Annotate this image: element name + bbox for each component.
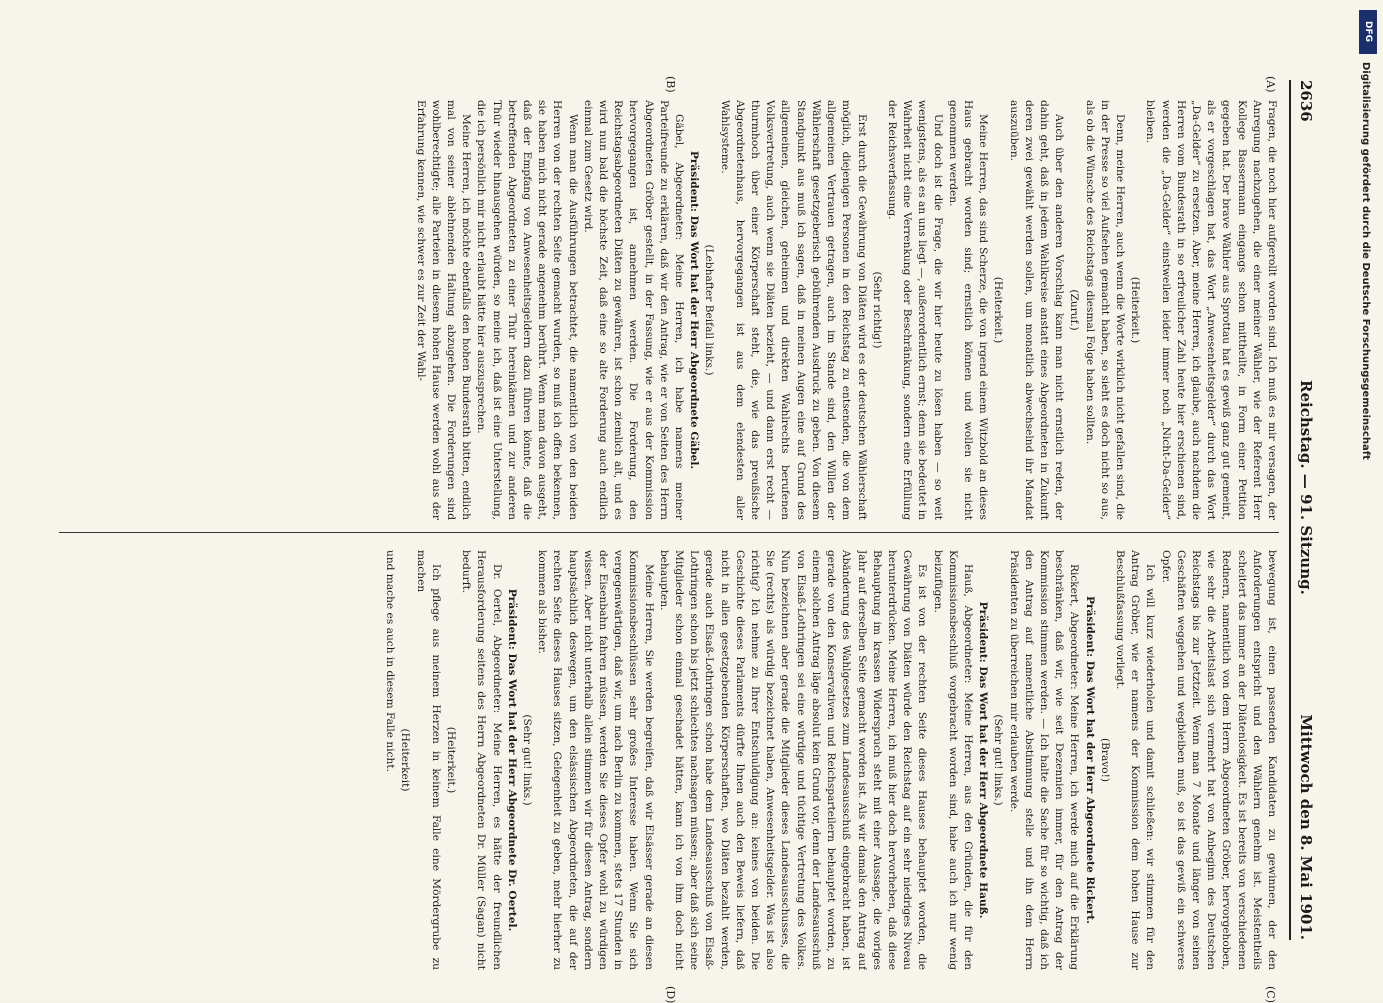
right-column: [59, 550, 1279, 970]
paragraph: Ich pflege aus meinem Herzen in keinem Falle eine Mördergrube zu machen: [414, 550, 442, 970]
paragraph: bewegung ist, einen passenden Kandidaten zu gewinnen, der den Anforderungen entspricht und den Wählern genehm ist. Meistentheils scheitert das immer an der Diätenlosigkeit. Es ist bereits von verschiedenen Rednern, namentlich von dem Herrn Abgeordneten Gröber, hervorgehoben, wie sehr die Arbeitslast sich vermehrt hat von Anbeginn des Deutschen Reichstags bis zur Jetztzeit. Wenn man 7 Monate und länger von seinen Geschäften weggehen und wegbleiben muß, so ist das gewiß ein schweres Opfer.: [1159, 550, 1278, 970]
paragraph: Ich will kurz wiederholen und damit schließen: wir stimmen für den Antrag Gröber, wie er namens der Kommission dem hohen Hause zur Beschlußfassung vorliegt.: [1113, 550, 1157, 970]
margin-marker-c: (C): [1264, 986, 1277, 1003]
left-column: [59, 100, 1279, 520]
paragraph: Meine Herren, ich möchte ebenfalls den hohen Bundesrath bitten, endlich mal von seiner ablehnenden Haltung abzugehen. Die Forderungen sind wohlberechtigte; alle Parteien in diesem hohen Hause werden wohl aus der Erfahrung kennen, wie schwer es zur Zeit der Wahl-: [414, 100, 473, 520]
page-header: [1289, 80, 1325, 940]
paragraph: Denn, meine Herren, auch wenn die Worte wirklich nicht gefallen sind, die in der Presse so viel Aufsehen gemacht haben, so sieht es doch nicht so aus, als ob die Wünsche des Reichstags diesmal Folge haben sollten.: [1083, 100, 1126, 520]
margin-marker-b: (B): [664, 76, 677, 93]
president-line: Präsident: Das Wort hat der Herr Abgeordnete Hauß.: [977, 601, 990, 919]
interjection: (Heiterkeit.): [445, 726, 458, 794]
paragraph: Wenn man die Ausführungen betrachtet, die namentlich von den beiden Herren von der rechten Seite gemacht wurden, so muß ich offen bekennen, sie haben mich nicht gerade angenehm berührt. Wenn man davon ausgeht, daß der Empfang von Anwesenheitsgeldern dazu führen könnte, daß die betreffenden Abgeordneten zu einer Thür hereinkämen und zur anderen Thür wieder hinausgehen würden, so meine ich, daß ist eine Unterstellung, die ich persönlich mir nicht erlaubt hätte hier auszusprechen.: [475, 100, 579, 520]
paragraph: und mache es auch in diesem Falle nicht.: [384, 550, 397, 772]
president-line: Präsident: Das Wort hat der Herr Abgeordnete Dr. Oertel.: [505, 588, 518, 932]
interjection: (Lebhafter Beifall links.): [703, 244, 716, 376]
interjection: (Heiterkeit.): [992, 276, 1005, 344]
interjection: (Heiterkeit.): [1129, 276, 1142, 344]
paragraph: Und doch ist die Frage, die wir hier heute zu lösen haben — so weit wenigstens, als es an uns liegt —, außerordentlich ernst; denn sie bedeutet in Wahrheit nicht eine Verrenkung oder Beschränkung, sondern eine Erfüllung der Reichsverfassung.: [885, 100, 944, 520]
paragraph: Dr. Oertel, Abgeordneter: Meine Herren, es hätte der freundlichen Herausforderung seitens des Herrn Abgeordneten Dr. Müller (Sagan) nicht bedurft.: [460, 550, 503, 970]
paragraph: Meine Herren, das sind Scherze, die von irgend einem Witzbold an dieses Haus gebracht worden sind; ernstlich können und wollen sie nicht genommen werden.: [946, 100, 990, 520]
paragraph: Fragen, die noch hier aufgerollt worden sind. Ich muß es mir versagen, der Anregung nachzugehen, die einer meiner Wähler, wie der Referent Herr Kollege Bassermann eingangs schon mittheilte, in Form einer Petition gegeben hat. Der brave Wähler aus Sprottau hat es gewiß ganz gut gemeint, als er vorgeschlagen hat, das Wort „Anwesenheitsgelder“ durch das Wort „Da-Gelder“ zu ersetzen. Aber, meine Herren, ich glaube, auch nachdem die Herren vom Bundesrath in so erfreulicher Zahl heute hier erschienen sind, werden die „Da-Gelder“ einstweilen leider immer noch „Nicht-Da-Gelder“ bleiben.: [1144, 100, 1278, 520]
interjection: (Zuruf.): [1068, 289, 1081, 331]
paragraph: Es ist von der rechten Seite dieses Hauses behauptet worden, die Gewährung von Diäten würde den Reichstag auf ein sehr niedriges Niveau herunterdrücken. Meine Herren, ich muß hier doch hervorheben, daß diese Behauptung im krassen Widerspruch steht mit einer Aussage, die voriges Jahr auf derselben Seite gemacht worden ist. Als wir damals den Antrag auf Abänderung des Wahlgesetzes zum Landesausschuß eingebracht haben, ist gerade von den Konservativen und Reichsparteilern behauptet worden, zu einem solchen Antrag läge absolut kein Grund vor, denn der Landesausschuß von Elsaß-Lothringen sei eine würdige und tüchtige Vertretung des Volkes. Nun bezeichnen aber gerade die Mitglieder dieses Landesausschusses, die Sie (rechts) als würdig bezeichnet haben, Anwesenheitsgelder. Was ist also richtig? Ich nehme zu Ihrer Entschuldigung an: keines von beiden. Die Geschichte dieses Parlaments dürfte Ihnen auch den Beweis liefern, daß nicht in allen gesetzgebenden Körperschaften, wo Diäten bezahlt werden, gerade auch Elsaß-Lothringen schon habe dem Landesausschuß von Elsaß-Lothringen schon bis jetzt schlechtes nachsagen müssen; aber daß sich seine Mitglieder schon einmal geschadet hätten, kann ich von ihm doch nicht behaupten.: [657, 550, 929, 970]
paragraph: Auch über den anderen Vorschlag kann man nicht ernstlich reden, der dahin geht, daß in jedem Wahlkreise anstatt eines Abgeordneten in Zukunft deren zwei gewählt werden sollen, um monatlich abwechselnd ihr Mandat auszuüben.: [1007, 100, 1066, 520]
interjection: (Sehr gut! links.): [521, 714, 534, 806]
interjection: (Sehr gut! links.): [992, 714, 1005, 806]
dfg-logo: DFG: [1359, 10, 1377, 54]
dfg-credit-text: Digitalisierung gefördert durch die Deutsche Forschungsgemeinschaft: [1360, 62, 1371, 460]
margin-marker-d: (D): [664, 986, 677, 1003]
paragraph: Rickert, Abgeordneter: Meine Herren, ich werde mich auf die Erklärung beschränken, daß wir, wie seit Dezennien immer, für den Antrag der Kommission stimmen werden. — Ich halte die Sache für so wichtig, daß ich den Antrag auf namentliche Abstimmung stelle und ihn dem Herrn Präsidenten zu überreichen mir erlauben werde.: [1007, 550, 1081, 970]
paragraph: Hauß, Abgeordneter: Meine Herren, aus den Gründen, die für den Kommissionsbeschluß vorgebracht worden sind, habe auch ich nur wenig beizufügen.: [931, 550, 974, 970]
page-number: 2636: [1297, 80, 1315, 122]
president-line: Präsident: Das Wort hat der Herr Abgeordnete Gäbel.: [688, 150, 701, 470]
column-divider: [59, 532, 1279, 533]
dfg-credit-strip: [1357, 10, 1379, 990]
session-title: Reichstag. — 91. Sitzung.: [1297, 380, 1315, 595]
president-line: Präsident: Das Wort hat der Herr Abgeordnete Rickert.: [1083, 596, 1096, 924]
interjection: (Bravo!): [1098, 737, 1111, 783]
interjection: (Heiterkeit): [399, 728, 412, 792]
margin-marker-a: (A): [1264, 76, 1277, 93]
interjection: (Sehr richtig!): [870, 271, 883, 349]
session-date: Mittwoch den 8. Mai 1901.: [1297, 714, 1315, 940]
paragraph: Meine Herren, Sie werden begreifen, daß wir Elsässer gerade an diesen Kommissionsbeschlüssen sehr großes Interesse haben. Wenn Sie sich vergegenwärtigen, daß wir, um nach Berlin zu kommen, stets 17 Stunden in der Eisenbahn fahren müssen, werden Sie dieses Opfer wohl zu würdigen wissen. Aber nicht unterhalb allein stimmen wir für diesen Antrag, sondern hauptsächlich deswegen, um den elsässischen Abgeordneten, die auf der rechten Seite dieses Hauses sitzen, Gelegenheit zu geben, mehr hierher zu kommen als bisher.: [536, 550, 655, 970]
paragraph: Gäbel, Abgeordneter: Meine Herren, ich habe namens meiner Parteifreunde zu erklären, daß wir den Antrag, wie er von Seiten des Herrn Abgeordneten Gröber gestellt, in der Fassung, wie er aus der Kommission hervorgegangen ist, annehmen werden. Die Forderung, den Reichstagsabgeordneten Diäten zu gewähren, ist schon ziemlich alt, und es wird nun bald die höchste Zeit, daß eine so alte Forderung auch endlich einmal zum Gesetz wird.: [581, 100, 686, 520]
paragraph: Erst durch die Gewährung von Diäten wird es der deutschen Wählerschaft möglich, diejenigen Personen in den Reichstag zu entsenden, die von dem allgemeinen Vertrauen getragen, auch im Stande sind, den Willen der Wählerschaft gesetzgeberisch gebührenden Ausdruck zu geben. Von diesem Standpunkt aus muß ich sagen, daß in meinen Augen eine auf Grund des allgemeinen, gleichen, geheimen und direkten Wahlrechts berufenen Volksvertretung, auch wenn sie Diäten bezieht, — und dann erst recht — thurmhoch über einer Körperschaft steht, die, wie das preußische Abgeordnetenhaus, hervorgegangen ist aus dem elendesten aller Wahlsysteme.: [718, 100, 868, 520]
text-columns: [59, 76, 1279, 1003]
